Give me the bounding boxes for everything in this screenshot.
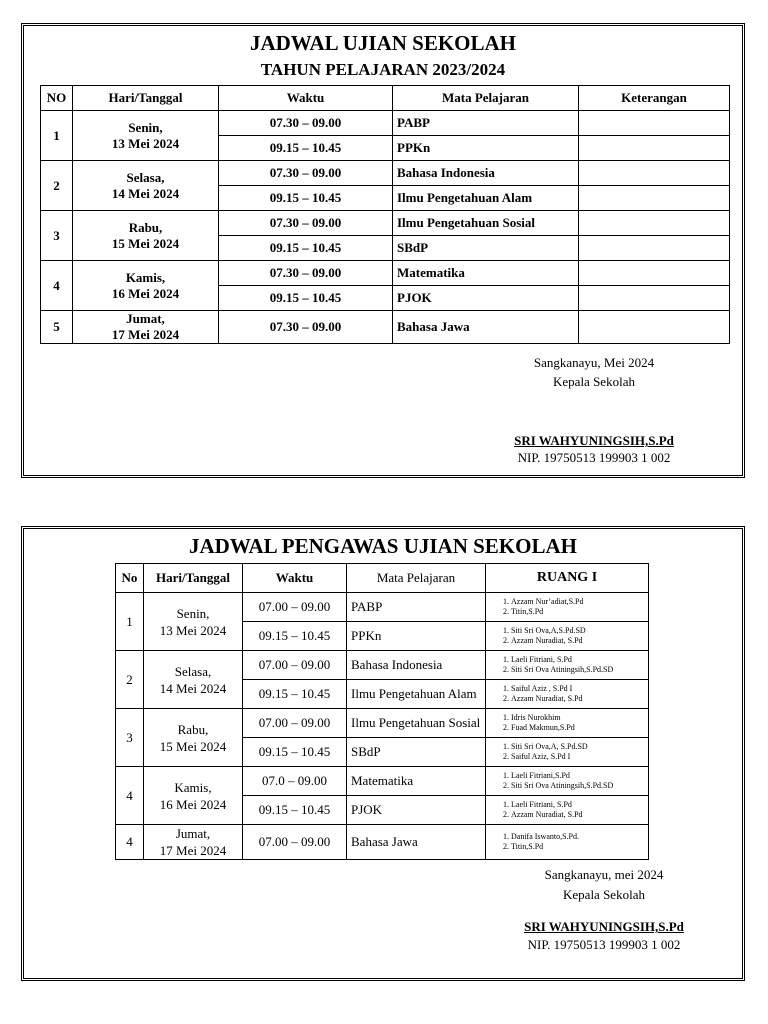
header-no: No — [116, 564, 144, 593]
proctor-cell — [486, 825, 649, 860]
notes-cell — [579, 186, 730, 211]
date-label: 17 Mei 2024 — [159, 843, 227, 858]
row-number: 3 — [116, 709, 144, 767]
proctor-name: 1. Siti Sri Ova,A, S.Pd.SD — [511, 742, 648, 752]
notes-cell — [579, 111, 730, 136]
notes-cell — [579, 161, 730, 186]
time-cell: 09.15 – 10.45 — [243, 622, 347, 651]
time-cell: 07.30 – 09.00 — [219, 211, 393, 236]
table-row — [41, 161, 730, 186]
header-subject: Mata Pelajaran — [393, 86, 579, 111]
subject-cell: Matematika — [393, 261, 579, 286]
notes-cell — [579, 311, 730, 344]
proctor-cell — [486, 651, 649, 680]
proctor-name: 1. Azzam Nur’adiat,S.Pd — [511, 597, 648, 607]
proctor-name: 2. Siti Sri Ova Atiningsih,S.Pd.SD — [511, 665, 648, 675]
day-label: Kamis, — [125, 269, 166, 285]
proctor-name: 2. Titin,S.Pd — [511, 607, 648, 617]
table-header-row — [41, 86, 730, 111]
proctor-name: 2. Fuad Makmun,S.Pd — [511, 723, 648, 733]
signature-place-date: Sangkanayu, Mei 2024 — [533, 355, 655, 370]
header-no: NO — [41, 86, 73, 111]
time-cell: 09.15 – 10.45 — [243, 796, 347, 825]
subject-cell: PPKn — [347, 622, 486, 651]
proctor-cell — [486, 767, 649, 796]
row-number: 4 — [116, 767, 144, 825]
proctor-cell — [486, 680, 649, 709]
proctor-name: 1. Laeli Fitriani, S.Pd — [511, 800, 648, 810]
row-number: 1 — [116, 593, 144, 651]
time-cell: 07.30 – 09.00 — [219, 311, 393, 344]
day-date-cell — [144, 593, 243, 651]
signature-block — [494, 353, 694, 391]
day-label: Kamis, — [174, 779, 212, 795]
subject-cell: Bahasa Jawa — [347, 825, 486, 860]
row-number: 2 — [116, 651, 144, 709]
time-cell: 09.15 – 10.45 — [219, 186, 393, 211]
subject-cell: Bahasa Indonesia — [393, 161, 579, 186]
day-date-cell — [73, 261, 219, 311]
header-notes: Keterangan — [579, 86, 730, 111]
table-row — [116, 767, 649, 796]
time-cell: 07.00 – 09.00 — [243, 593, 347, 622]
subject-cell: Ilmu Pengetahuan Sosial — [347, 709, 486, 738]
day-date-cell — [144, 709, 243, 767]
subject-cell: PABP — [393, 111, 579, 136]
subject-cell: Ilmu Pengetahuan Alam — [347, 680, 486, 709]
proctor-name: 2. Azzam Nuradiat, S.Pd — [511, 694, 648, 704]
notes-cell — [579, 261, 730, 286]
table-row — [116, 593, 649, 622]
signature-name: SRI WAHYUNINGSIH,S.Pd — [524, 919, 684, 934]
time-cell: 09.15 – 10.45 — [219, 286, 393, 311]
exam-schedule-subtitle: TAHUN PELAJARAN 2023/2024 — [260, 60, 506, 79]
notes-cell — [579, 211, 730, 236]
proctor-name: 1. Laeli Fitriani,S.Pd — [511, 771, 648, 781]
table-row — [116, 825, 649, 860]
proctor-name: 1. Idris Nurokhim — [511, 713, 648, 723]
day-date-cell — [73, 161, 219, 211]
proctor-name: 1. Saiful Aziz , S.Pd I — [511, 684, 648, 694]
exam-schedule-title: JADWAL UJIAN SEKOLAH — [249, 31, 517, 55]
table-row — [41, 311, 730, 344]
notes-cell — [579, 286, 730, 311]
proctor-schedule-table — [115, 563, 649, 860]
proctor-cell — [486, 622, 649, 651]
day-date-cell — [73, 211, 219, 261]
header-time: Waktu — [243, 564, 347, 593]
table-row — [41, 211, 730, 236]
proctor-name: 2. Azzam Nuradiat, S.Pd — [511, 636, 648, 646]
day-label: Rabu, — [177, 721, 209, 737]
header-subject: Mata Pelajaran — [347, 564, 486, 593]
proctor-name: 2. Siti Sri Ova Atiningsih,S.Pd.SD — [511, 781, 648, 791]
proctor-schedule-page — [21, 526, 745, 981]
row-number: 4 — [41, 261, 73, 311]
table-row — [116, 651, 649, 680]
proctor-cell — [486, 709, 649, 738]
subject-cell: Ilmu Pengetahuan Sosial — [393, 211, 579, 236]
table-header-row — [116, 564, 649, 593]
time-cell: 07.30 – 09.00 — [219, 161, 393, 186]
date-label: 14 Mei 2024 — [159, 680, 227, 696]
date-label: 17 Mei 2024 — [111, 327, 180, 342]
date-label: 13 Mei 2024 — [111, 135, 180, 151]
day-label: Senin, — [128, 119, 163, 135]
header-room: RUANG I — [486, 564, 649, 593]
header-day-date: Hari/Tanggal — [144, 564, 243, 593]
row-number: 2 — [41, 161, 73, 211]
time-cell: 07.00 – 09.00 — [243, 709, 347, 738]
date-label: 13 Mei 2024 — [159, 622, 227, 638]
proctor-schedule-title: JADWAL PENGAWAS UJIAN SEKOLAH — [189, 534, 577, 558]
proctor-name: 2. Azzam Nuradiat, S.Pd — [511, 810, 648, 820]
table-row — [116, 709, 649, 738]
subject-cell: PPKn — [393, 136, 579, 161]
time-cell: 09.15 – 10.45 — [219, 136, 393, 161]
signature-place-date: Sangkanayu, mei 2024 — [544, 867, 664, 882]
row-number: 5 — [41, 311, 73, 344]
date-label: 14 Mei 2024 — [111, 185, 180, 201]
time-cell: 09.15 – 10.45 — [219, 236, 393, 261]
signature-block — [504, 865, 704, 905]
subject-cell: Bahasa Jawa — [393, 311, 579, 344]
row-number: 4 — [116, 825, 144, 860]
signature-nip: NIP. 19750513 199903 1 002 — [527, 937, 681, 952]
day-label: Rabu, — [128, 219, 163, 235]
time-cell: 07.00 – 09.00 — [243, 651, 347, 680]
proctor-name: 1. Danifa Iswanto,S.Pd. — [511, 832, 648, 842]
subject-cell: PJOK — [347, 796, 486, 825]
day-date-cell — [73, 111, 219, 161]
date-label: 16 Mei 2024 — [111, 285, 180, 301]
time-cell: 07.30 – 09.00 — [219, 261, 393, 286]
day-label: Jumat, — [126, 311, 165, 326]
subject-cell: Bahasa Indonesia — [347, 651, 486, 680]
time-cell: 09.15 – 10.45 — [243, 738, 347, 767]
proctor-name: 2. Titin,S.Pd — [511, 842, 648, 852]
proctor-name: 1. Siti Sri Ova,A,S.Pd.SD — [511, 626, 648, 636]
date-label: 15 Mei 2024 — [159, 738, 227, 754]
header-day-date: Hari/Tanggal — [73, 86, 219, 111]
proctor-cell — [486, 796, 649, 825]
day-date-cell — [73, 311, 219, 344]
day-label: Selasa, — [126, 169, 165, 185]
exam-schedule-page — [21, 23, 745, 478]
time-cell: 09.15 – 10.45 — [243, 680, 347, 709]
subject-cell: PABP — [347, 593, 486, 622]
proctor-name: 2. Saiful Aziz, S.Pd I — [511, 752, 648, 762]
subject-cell: Matematika — [347, 767, 486, 796]
row-number: 1 — [41, 111, 73, 161]
subject-cell: SBdP — [347, 738, 486, 767]
time-cell: 07.00 – 09.00 — [243, 825, 347, 860]
proctor-name: 1. Laeli Fitriani, S.Pd — [511, 655, 648, 665]
signature-name-block — [494, 432, 694, 466]
date-label: 16 Mei 2024 — [159, 796, 227, 812]
day-label: Senin, — [176, 605, 210, 621]
table-row — [41, 111, 730, 136]
date-label: 15 Mei 2024 — [111, 235, 180, 251]
notes-cell — [579, 236, 730, 261]
signature-name: SRI WAHYUNINGSIH,S.Pd — [514, 433, 674, 448]
notes-cell — [579, 136, 730, 161]
proctor-cell — [486, 738, 649, 767]
signature-nip: NIP. 19750513 199903 1 002 — [517, 450, 671, 465]
subject-cell: PJOK — [393, 286, 579, 311]
table-row — [41, 261, 730, 286]
day-date-cell — [144, 651, 243, 709]
proctor-cell — [486, 593, 649, 622]
signature-role: Kepala Sekolah — [553, 374, 635, 389]
day-date-cell — [144, 825, 243, 860]
row-number: 3 — [41, 211, 73, 261]
day-label: Selasa, — [174, 663, 212, 679]
day-label: Jumat, — [175, 826, 211, 841]
time-cell: 07.0 – 09.00 — [243, 767, 347, 796]
signature-name-block — [504, 918, 704, 954]
day-date-cell — [144, 767, 243, 825]
signature-role: Kepala Sekolah — [563, 887, 645, 902]
subject-cell: Ilmu Pengetahuan Alam — [393, 186, 579, 211]
time-cell: 07.30 – 09.00 — [219, 111, 393, 136]
exam-schedule-table — [40, 85, 730, 344]
subject-cell: SBdP — [393, 236, 579, 261]
header-time: Waktu — [219, 86, 393, 111]
